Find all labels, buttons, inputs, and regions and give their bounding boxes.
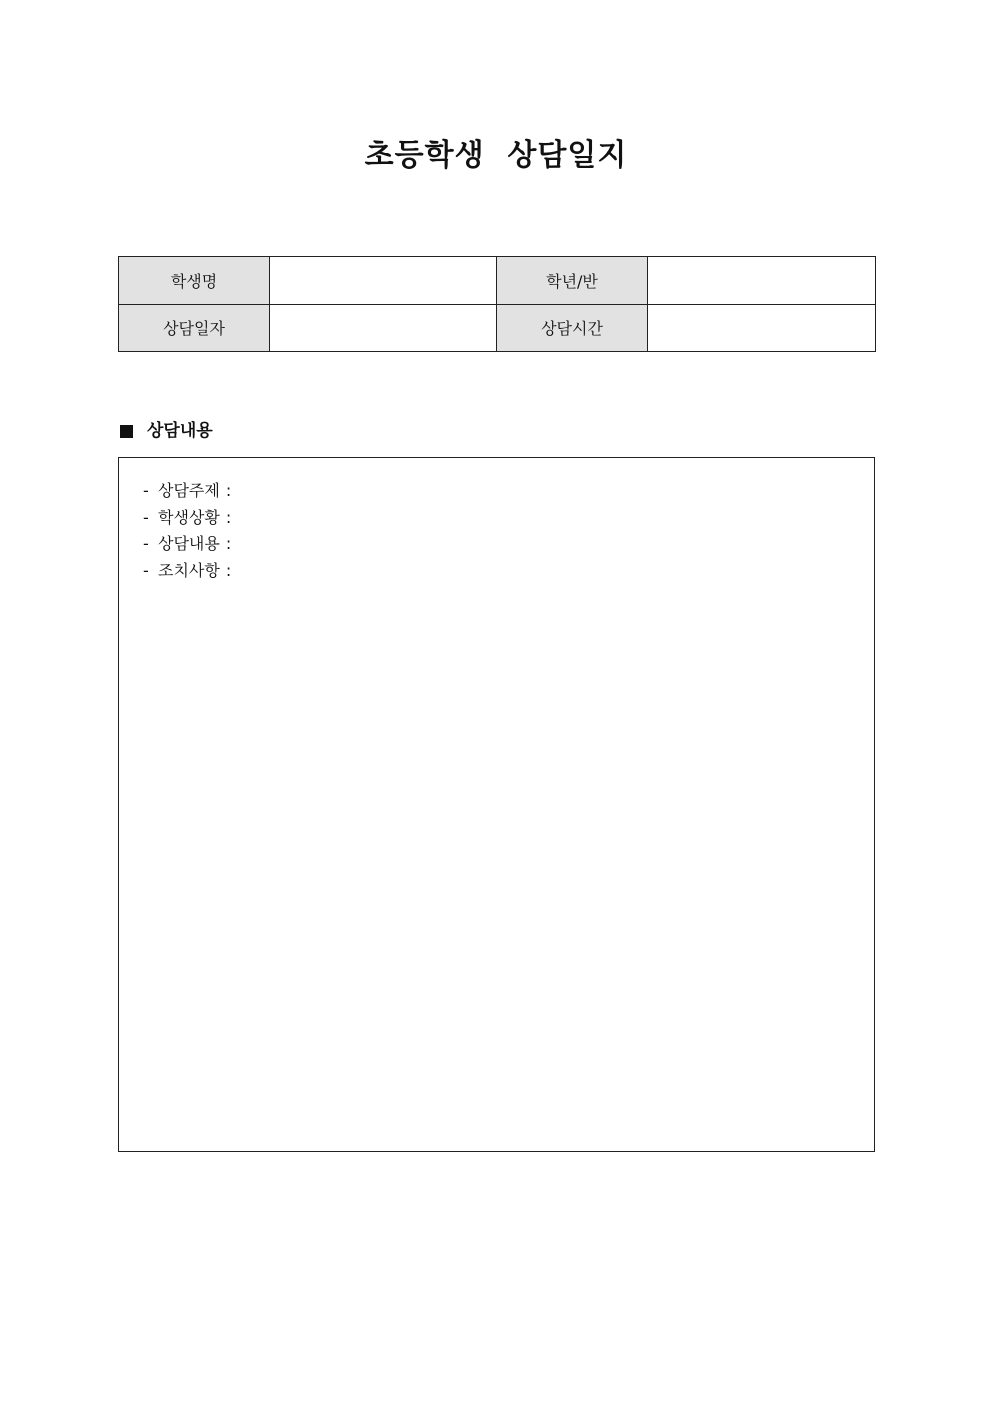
- list-item: [143, 531, 874, 558]
- section-heading: [118, 419, 213, 443]
- item-colon: :: [225, 534, 232, 553]
- student-name-label: 학생명: [119, 257, 270, 305]
- list-item: [143, 558, 874, 585]
- student-info-table: [118, 256, 876, 352]
- dash-bullet: -: [143, 507, 149, 527]
- content-item-list: [119, 458, 874, 584]
- item-label-topic: 상담주제: [158, 481, 220, 500]
- dash-bullet: -: [143, 481, 149, 500]
- grade-class-field[interactable]: [648, 257, 876, 305]
- dash-bullet: -: [143, 534, 149, 553]
- dash-bullet: -: [143, 560, 149, 580]
- counseling-time-field[interactable]: [648, 304, 876, 352]
- black-square-icon: [120, 425, 133, 438]
- table-row: [119, 304, 876, 352]
- item-colon: :: [225, 481, 232, 500]
- counseling-date-label: 상담일자: [119, 304, 270, 352]
- item-label-action: 조치사항: [158, 560, 220, 580]
- list-item: [143, 505, 874, 532]
- document-title: 초등학생 상담일지: [364, 138, 628, 173]
- item-colon: :: [225, 560, 232, 580]
- table-row: [119, 257, 876, 305]
- item-colon: :: [225, 507, 232, 527]
- list-item: [143, 478, 874, 505]
- counseling-content-box[interactable]: [118, 457, 875, 1152]
- counseling-time-label: 상담시간: [497, 304, 648, 352]
- item-label-content: 상담내용: [158, 534, 220, 553]
- item-label-situation: 학생상황: [158, 507, 220, 527]
- counseling-date-field[interactable]: [270, 304, 497, 352]
- student-name-field[interactable]: [270, 257, 497, 305]
- grade-class-label: 학년/반: [497, 257, 648, 305]
- section-heading-label: 상담내용: [147, 421, 213, 441]
